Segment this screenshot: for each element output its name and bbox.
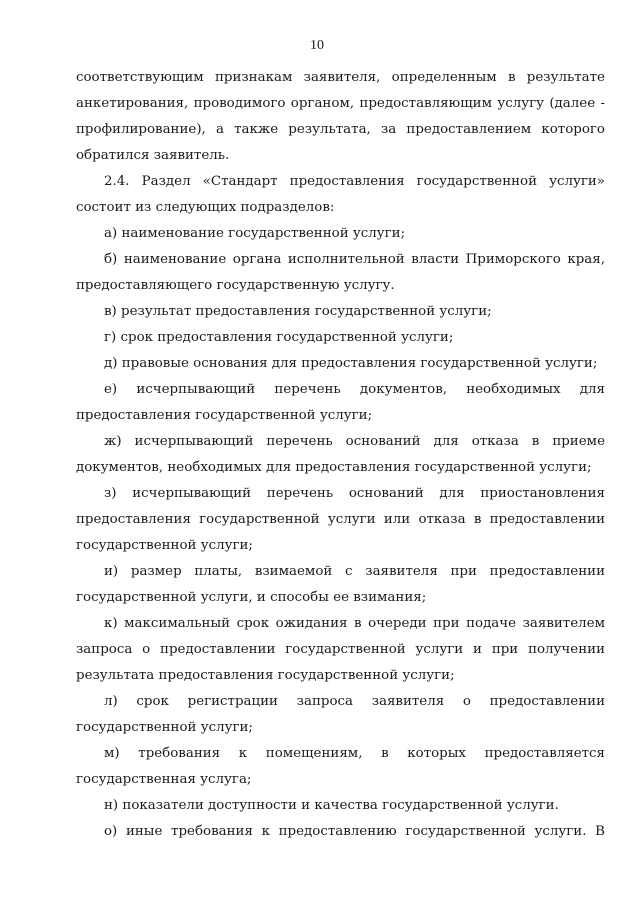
list-item-e: е) исчерпывающий перечень документов, необходимых для предоставления государственной услуги;: [76, 382, 605, 423]
list-item-k: к) максимальный срок ожидания в очереди при подаче заявителем запроса о предоставлении государственной услуги и при получении результата предоставления государственной услуги;: [76, 616, 605, 683]
list-item-a: а) наименование государственной услуги;: [104, 226, 406, 241]
list-item-n: н) показатели доступности и качества государственной услуги.: [104, 798, 559, 813]
paragraph-continuation: соответствующим признакам заявителя, определенным в результате анкетирования, проводимого органом, предоставляющим услугу (далее - профилирование), а также результата, за предоставлением которого обратился заявитель.: [76, 70, 605, 163]
list-item-b: б) наименование органа исполнительной власти Приморского края, предоставляющего государственную услугу.: [76, 252, 605, 293]
page-number: 10: [310, 38, 324, 53]
list-item-zh: ж) исчерпывающий перечень оснований для отказа в приеме документов, необходимых для предоставления государственной услуги;: [76, 434, 605, 475]
paragraph-section-2-4: 2.4. Раздел «Стандарт предоставления государственной услуги» состоит из следующих подразделов:: [76, 174, 605, 215]
list-item-v: в) результат предоставления государственной услуги;: [104, 304, 492, 319]
list-item-m: м) требования к помещениям, в которых предоставляется государственная услуга;: [76, 746, 605, 787]
list-item-o: о) иные требования к предоставлению государственной услуги. В: [104, 824, 605, 839]
list-item-i: и) размер платы, взимаемой с заявителя при предоставлении государственной услуги, и способы ее взимания;: [76, 564, 605, 605]
list-item-z: з) исчерпывающий перечень оснований для приостановления предоставления государственной услуги или отказа в предоставлении государственной услуги;: [76, 486, 605, 553]
document-body: [76, 65, 605, 845]
list-item-l: л) срок регистрации запроса заявителя о предоставлении государственной услуги;: [76, 694, 605, 735]
list-item-d: д) правовые основания для предоставления государственной услуги;: [104, 356, 598, 371]
list-item-g: г) срок предоставления государственной услуги;: [104, 330, 454, 345]
